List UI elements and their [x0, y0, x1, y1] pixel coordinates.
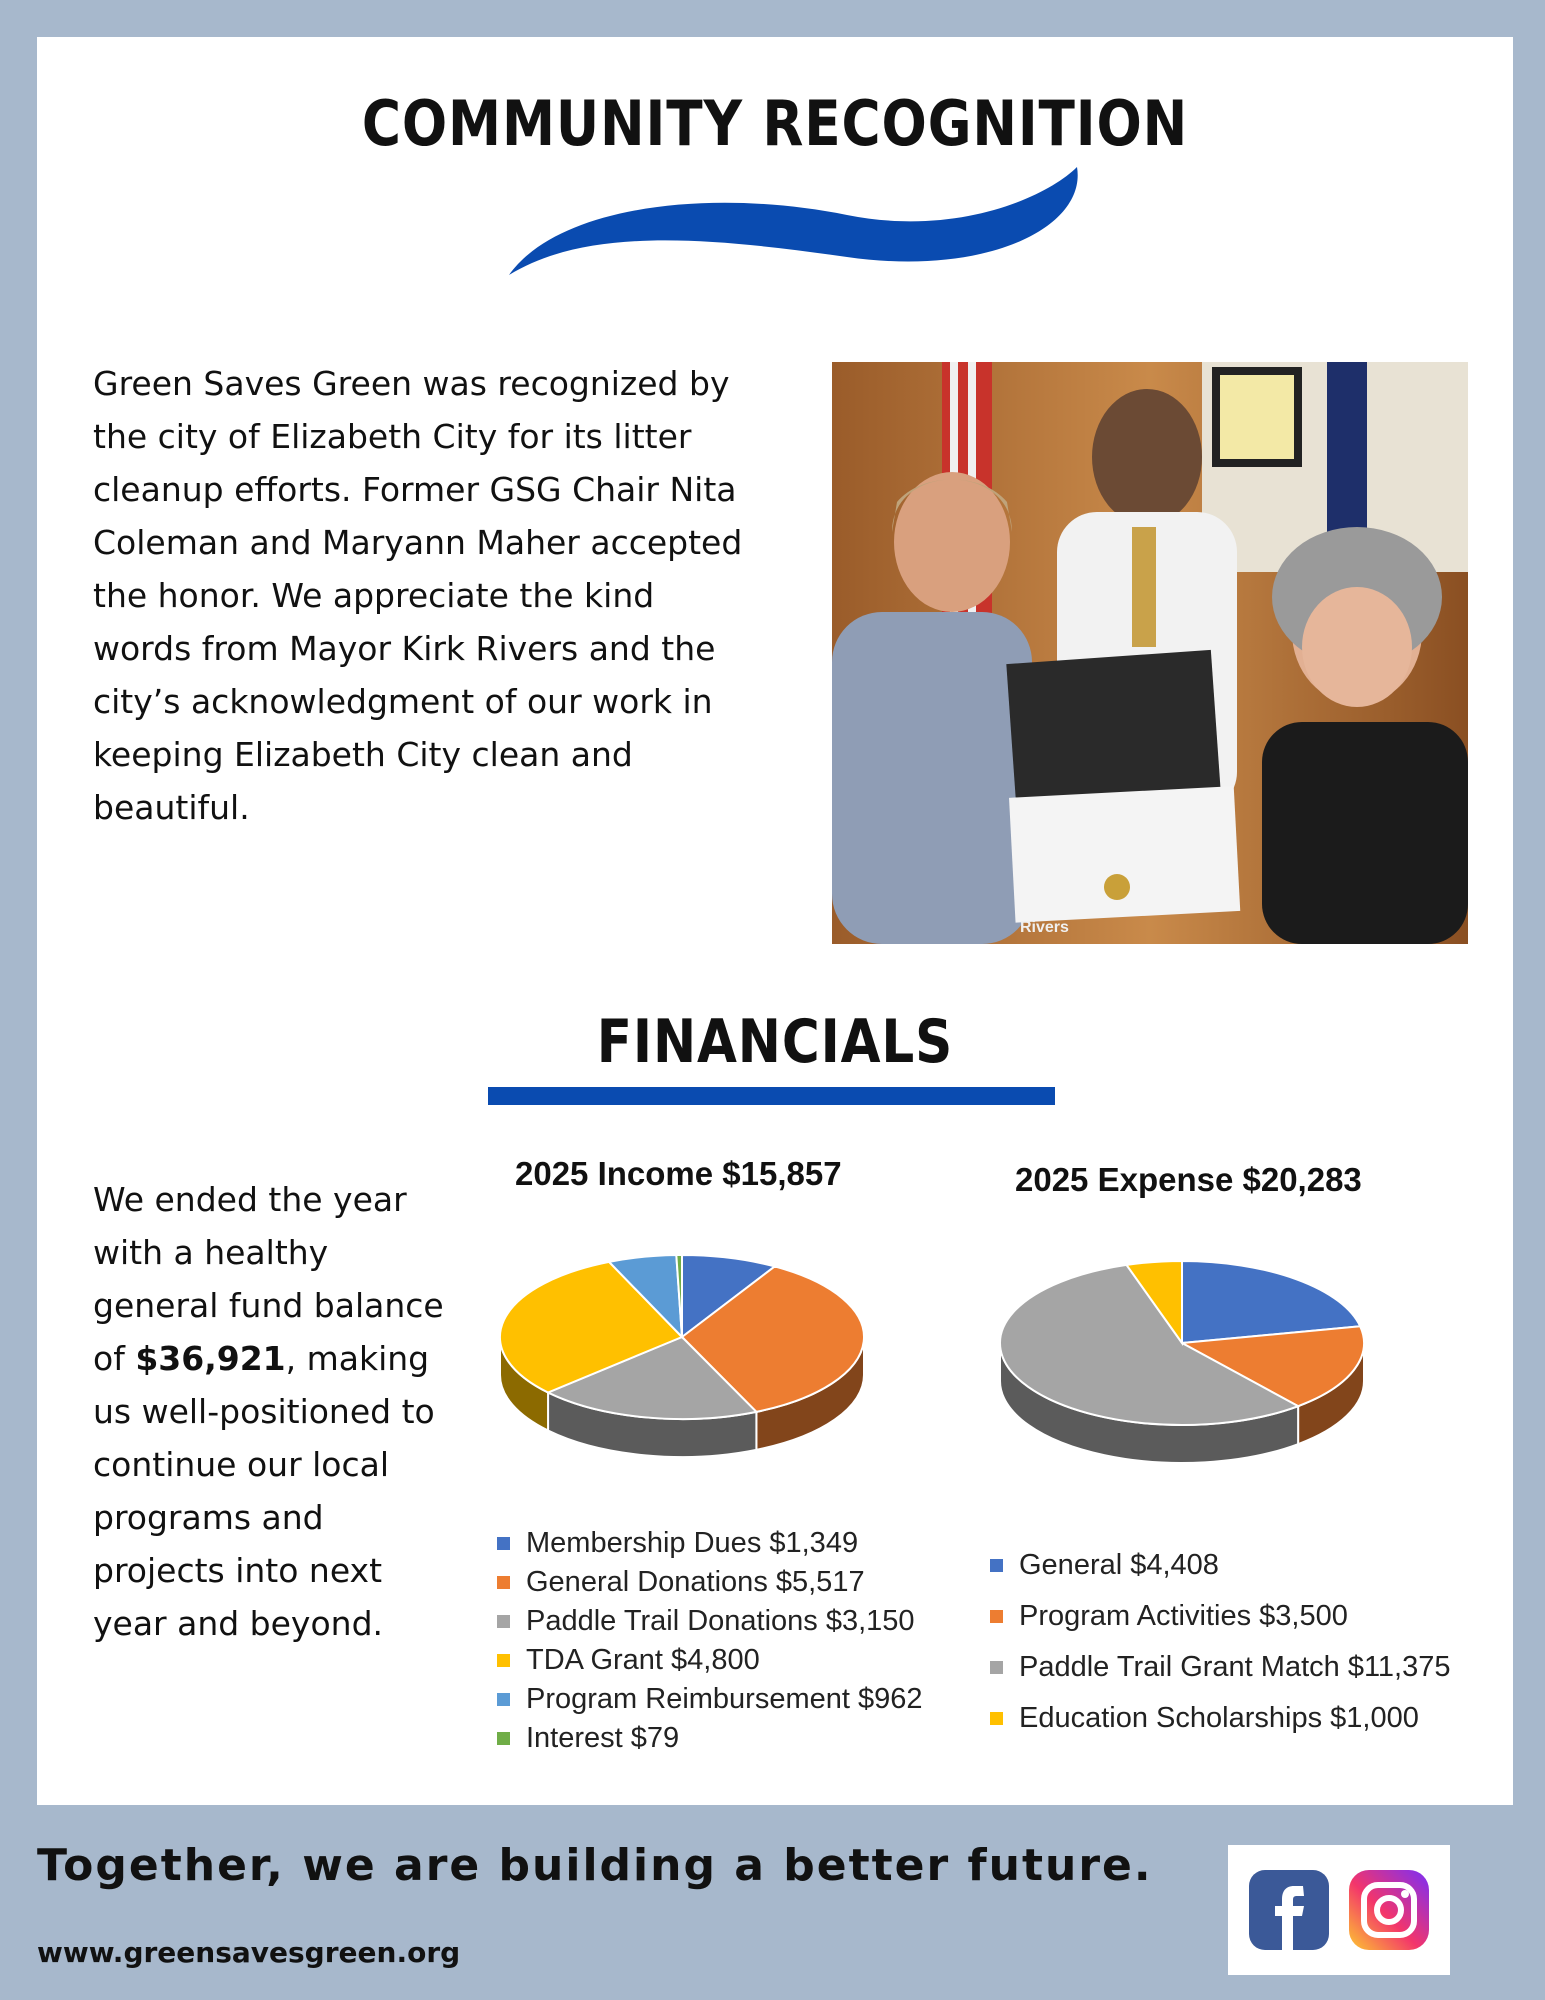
legend-swatch — [990, 1559, 1003, 1572]
financial-paragraph — [93, 1173, 453, 1650]
legend-item-1-1 — [990, 1600, 1451, 1633]
legend-item-0-0 — [497, 1527, 923, 1560]
legend-label: Education Scholarships $1,000 — [1019, 1702, 1419, 1734]
legend-label: General Donations $5,517 — [526, 1566, 865, 1598]
legend-swatch — [497, 1654, 510, 1667]
legend-item-1-2 — [990, 1651, 1451, 1684]
award-photo — [832, 362, 1468, 944]
legend-label: TDA Grant $4,800 — [526, 1644, 760, 1676]
legend-label: Interest $79 — [526, 1722, 680, 1754]
income-pie-chart — [497, 1227, 917, 1507]
community-recognition-title: COMMUNITY RECOGNITION — [361, 87, 1189, 160]
legend-item-0-1 — [497, 1566, 923, 1599]
legend-label: Paddle Trail Donations $3,150 — [526, 1605, 915, 1637]
legend-swatch — [497, 1537, 510, 1550]
financial-text-before: We ended the year with a healthy general fund balance of — [93, 1180, 444, 1378]
legend-label: Program Reimbursement $962 — [526, 1683, 923, 1715]
legend-swatch — [990, 1661, 1003, 1674]
social-icons — [1228, 1845, 1450, 1975]
legend-swatch — [497, 1576, 510, 1589]
photo-nameplate: Rivers — [1020, 919, 1069, 936]
legend-swatch — [497, 1693, 510, 1706]
legend-swatch — [497, 1732, 510, 1745]
fund-balance: $36,921 — [135, 1339, 286, 1378]
legend-swatch — [497, 1615, 510, 1628]
legend-item-0-3 — [497, 1644, 923, 1677]
financials-title: FINANCIALS — [596, 1007, 954, 1077]
legend-label: Program Activities $3,500 — [1019, 1600, 1348, 1632]
legend-label: Membership Dues $1,349 — [526, 1527, 859, 1559]
expense-chart-title: 2025 Expense $20,283 — [1015, 1161, 1362, 1198]
community-paragraph: Green Saves Green was recognized by the city of Elizabeth City for its litter cleanup efforts. Former GSG Chair Nita Coleman and Maryann Maher accepted the honor. We appreciate the kind words from Mayor Kirk Rivers and the city’s acknowledgment of our work in keeping Elizabeth City clean and beautiful. — [93, 364, 743, 827]
legend-item-0-2 — [497, 1605, 923, 1638]
content-panel — [37, 37, 1513, 1805]
website-link[interactable]: www.greensavesgreen.org — [37, 1936, 461, 1969]
income-chart-title: 2025 Income $15,857 — [515, 1155, 842, 1192]
legend-item-0-5 — [497, 1722, 923, 1755]
expense-pie-chart — [997, 1233, 1417, 1513]
legend-swatch — [990, 1712, 1003, 1725]
facebook-icon[interactable] — [1247, 1868, 1331, 1952]
financial-text-after: , making us well-positioned to continue our local programs and projects into next year and beyond. — [93, 1339, 435, 1643]
financials-underline — [488, 1087, 1055, 1105]
legend-item-1-0 — [990, 1549, 1451, 1582]
legend-item-0-4 — [497, 1683, 923, 1716]
legend-item-1-3 — [990, 1702, 1451, 1735]
legend-label: General $4,408 — [1019, 1549, 1219, 1581]
decorative-wave — [487, 167, 1087, 287]
expense-legend — [990, 1549, 1451, 1753]
legend-swatch — [990, 1610, 1003, 1623]
footer-tagline: Together, we are building a better future. — [37, 1840, 1153, 1891]
income-legend — [497, 1527, 923, 1761]
legend-label: Paddle Trail Grant Match $11,375 — [1019, 1651, 1451, 1683]
instagram-icon[interactable] — [1347, 1868, 1431, 1952]
